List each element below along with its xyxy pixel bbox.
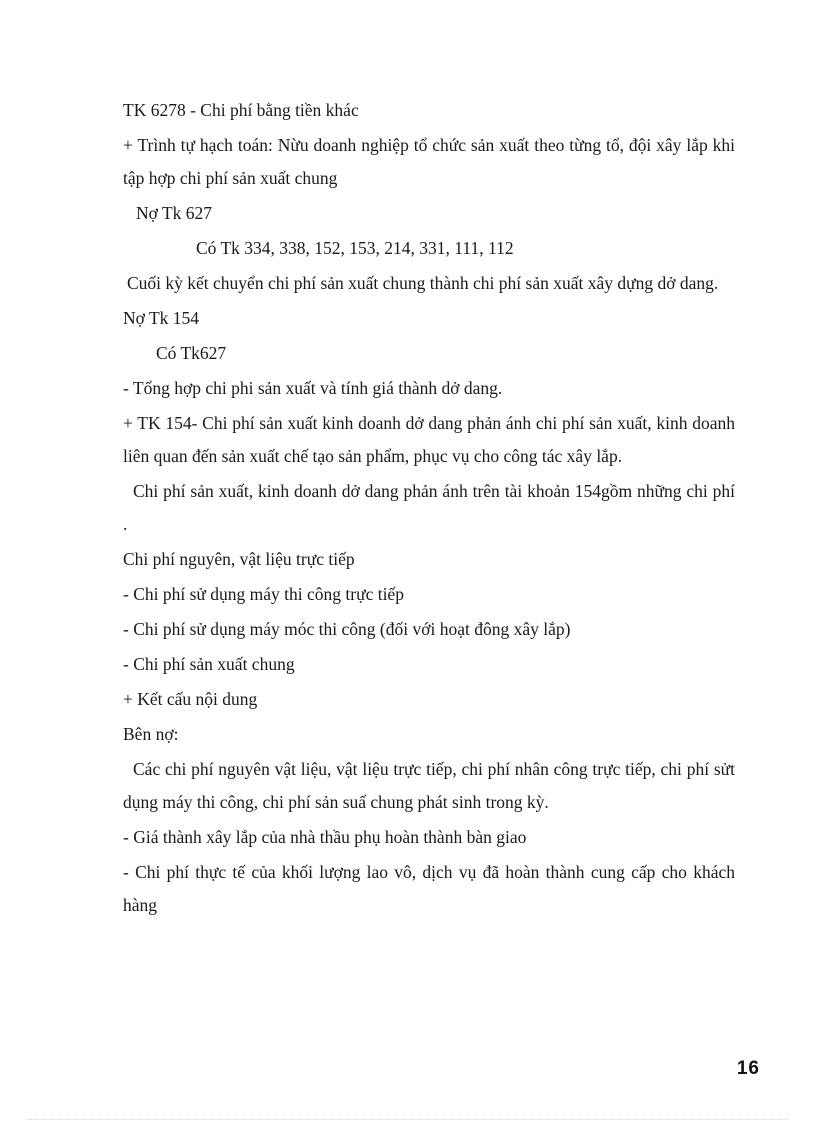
period-end-transfer-paragraph: Cuối kỳ kết chuyển chi phí sản xuất chung thành chi phí sản xuất xây dựng dở dang. [127, 273, 719, 293]
subcontractor-cost-line: - Giá thành xây lắp của nhà thầu phụ hoàn thành bàn giao [123, 827, 527, 847]
credit-entry-list: Có Tk 334, 338, 152, 153, 214, 331, 111, 112 [196, 238, 514, 258]
page-number: 16 [736, 1058, 760, 1079]
debit-side-heading: Bên nợ: [123, 724, 179, 744]
cost-item-machine-direct: - Chi phí sử dụng máy thi công trực tiếp [123, 584, 404, 604]
debit-side-costs-paragraph: Các chi phí nguyên vật liệu, vật liệu trực tiếp, chi phí nhân công trực tiếp, chi phí sửt dụng máy thi công, chi phí sản suấ chung phát sinh trong kỳ. [123, 759, 735, 812]
actual-cost-paragraph: - Chi phí thực tế của khối lượng lao vô, dịch vụ đã hoàn thành cung cấp cho khách hàng [123, 862, 735, 915]
account-154-paragraph: + TK 154- Chi phí sản xuất kinh doanh dở dang phản ánh chi phí sản xuất, kinh doanh liên quan đến sản xuất chế tạo sản phẩm, phục vụ cho công tác xây lắp. [123, 413, 735, 466]
wip-costs-paragraph: Chi phí sản xuất, kinh doanh dở dang phản ánh trên tài khoản 154gồm những chi phí . [123, 481, 735, 534]
debit-entry-154: Nợ Tk 154 [123, 308, 200, 328]
cost-item-materials: Chi phí nguyên, vật liệu trực tiếp [123, 549, 355, 569]
structure-heading: + Kết cấu nội dung [123, 689, 258, 709]
credit-entry-627: Có Tk627 [156, 343, 227, 363]
summary-line: - Tổng hợp chi phi sản xuất và tính giá thành dở dang. [123, 378, 503, 398]
cost-item-overhead: - Chi phí sản xuất chung [123, 654, 295, 674]
debit-entry-627: Nợ Tk 627 [136, 203, 213, 223]
cost-item-machinery: - Chi phí sử dụng máy móc thi công (đối với hoạt đông xây lắp) [123, 619, 571, 639]
accounting-procedure-paragraph: + Trình tự hạch toán: Nừu doanh nghiệp tổ chức sản xuất theo từng tổ, đội xây lắp khi tập hợp chi phí sản xuất chung [123, 135, 735, 188]
account-heading-6278: TK 6278 - Chi phí bằng tiền khác [123, 100, 359, 120]
footer-divider [28, 1119, 788, 1120]
document-body [123, 94, 735, 924]
